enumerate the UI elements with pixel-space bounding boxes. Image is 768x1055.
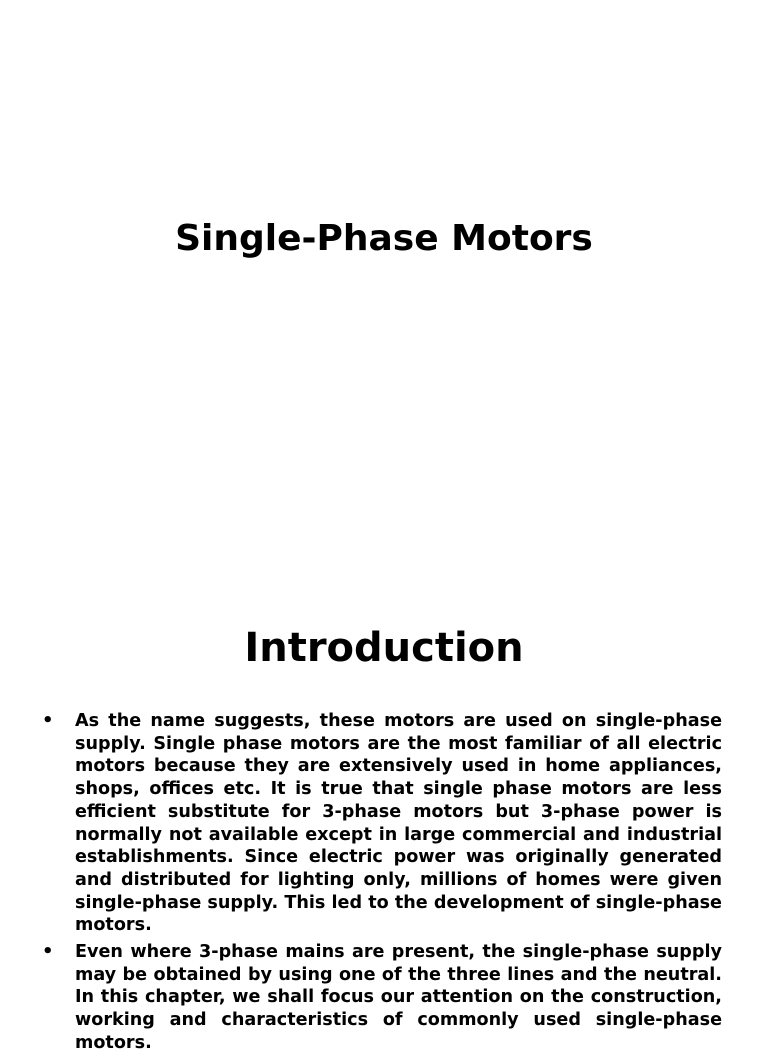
section-heading: Introduction: [244, 625, 524, 671]
bullet-marker: •: [42, 710, 54, 731]
slide-title: Single-Phase Motors: [175, 218, 593, 259]
bullet-text: Even where 3-phase mains are present, the single-phase supply may be obtained by using one of the three lines and the neutral. In this chapter, we shall focus our attention on the construction, working and characteristics of commonly used single-phase motors.: [75, 942, 722, 1053]
bullet-text: As the name suggests, these motors are used on single-phase supply. Single phase motors are the most familiar of all electric motors because they are extensively used in home appliances, shops, offices etc. It is true that single phase motors are less efficient substitute for 3-phase motors but 3-phase power is normally not available except in large commercial and industrial establishments. Since electric power was originally generated and distributed for lighting only, millions of homes were given single-phase supply. This led to the development of single-phase motors.: [75, 711, 722, 936]
list-item: [42, 941, 722, 1055]
list-item: [42, 710, 722, 937]
bullet-list: [42, 710, 722, 1053]
bullet-marker: •: [42, 941, 54, 963]
